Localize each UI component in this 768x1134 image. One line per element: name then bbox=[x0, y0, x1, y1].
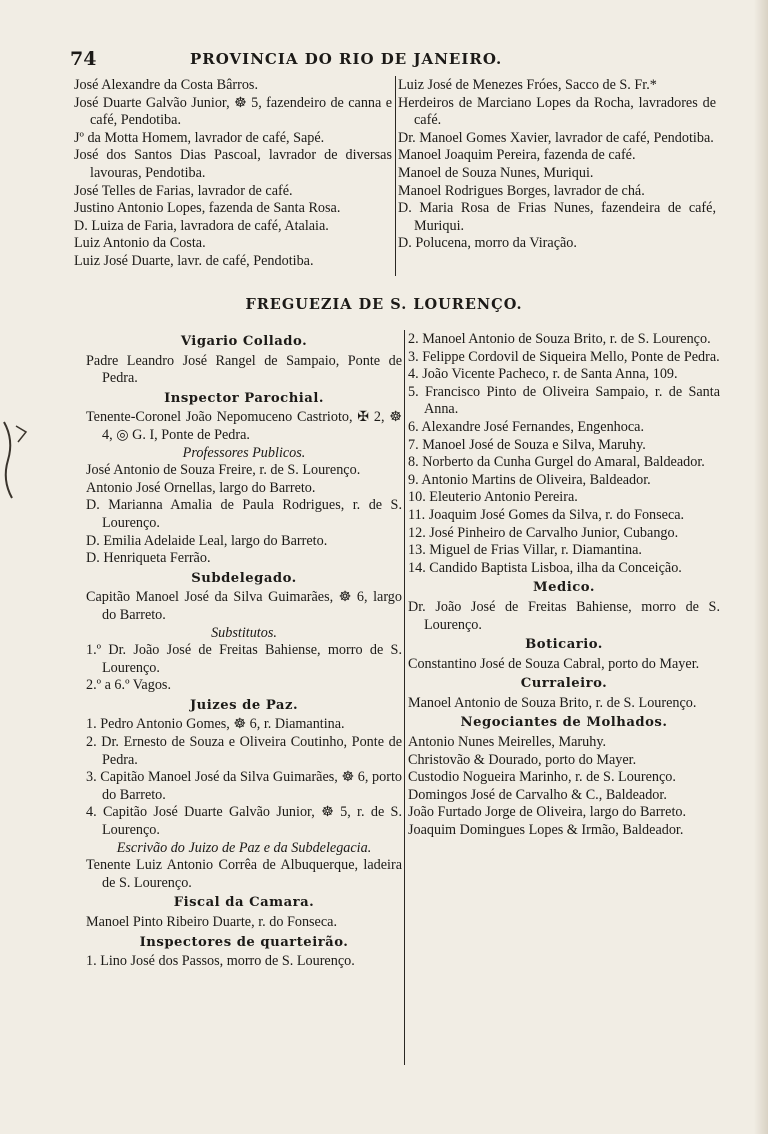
section-heading: Subdelegado. bbox=[191, 570, 297, 586]
list-item: Dr. Manoel Gomes Xavier, lavrador de café, Pendotiba. bbox=[398, 129, 714, 146]
list-item: 14. Candido Baptista Lisboa, ilha da Conceição. bbox=[408, 559, 682, 576]
list-item: Manoel Antonio de Souza Brito, r. de S. Lourenço. bbox=[408, 694, 697, 711]
list-item: Christovão & Dourado, porto do Mayer. bbox=[408, 751, 637, 768]
scan-edge bbox=[754, 0, 768, 1134]
list-item: 8. Norberto da Cunha Gurgel do Amaral, Baldeador. bbox=[408, 454, 705, 471]
list-item: D. Luiza de Faria, lavradora de café, Atalaia. bbox=[74, 217, 329, 234]
parish-left-column bbox=[86, 331, 402, 971]
list-item: 7. Manoel José de Souza e Silva, Maruhy. bbox=[408, 436, 646, 453]
section-heading: Medico. bbox=[533, 580, 595, 596]
list-item: 4. Capitão José Duarte Galvão Junior, ☸ 5, r. de S. Lourenço. bbox=[86, 804, 402, 839]
list-item: 12. José Pinheiro de Carvalho Junior, Cubango. bbox=[408, 524, 679, 541]
subsection-heading: Professores Publicos. bbox=[182, 444, 306, 461]
list-item: D. Henriqueta Ferrão. bbox=[86, 550, 211, 567]
list-item: D. Maria Rosa de Frias Nunes, fazendeira de café, Muriqui. bbox=[398, 200, 716, 234]
list-item: Justino Antonio Lopes, fazenda de Santa Rosa. bbox=[74, 200, 341, 217]
list-item: Capitão Manoel José da Silva Guimarães, ☸ 6, largo do Barreto. bbox=[86, 589, 402, 623]
list-item: Joaquim Domingues Lopes & Irmão, Baldeador. bbox=[408, 822, 684, 839]
list-item: José Telles de Farias, lavrador de café. bbox=[74, 182, 293, 199]
list-item: 5. Francisco Pinto de Oliveira Sampaio, r. de Santa Anna. bbox=[408, 383, 720, 418]
top-left-column bbox=[74, 77, 392, 271]
section-heading: Inspectores de quarteirão. bbox=[139, 934, 349, 950]
list-item: Domingos José de Carvalho & C., Baldeador. bbox=[408, 786, 667, 803]
list-item: Luiz Antonio da Costa. bbox=[74, 235, 206, 252]
top-right-column bbox=[398, 77, 716, 253]
section-heading: Negociantes de Molhados. bbox=[460, 715, 668, 731]
list-item: D. Emilia Adelaide Leal, largo do Barreto. bbox=[86, 532, 328, 549]
column-divider bbox=[395, 76, 396, 276]
list-item: 3. Felippe Cordovil de Siqueira Mello, Ponte de Pedra. bbox=[408, 348, 720, 365]
list-item: Manoel Joaquim Pereira, fazenda de café. bbox=[398, 147, 636, 164]
parish-right-column bbox=[408, 331, 720, 840]
list-item: Manoel de Souza Nunes, Muriqui. bbox=[398, 164, 594, 181]
section-heading: Curraleiro. bbox=[520, 676, 608, 692]
list-item: 1.º Dr. João José de Freitas Bahiense, morro de S. Lourenço. bbox=[86, 642, 402, 676]
list-item: 1. Lino José dos Passos, morro de S. Lourenço. bbox=[86, 953, 355, 970]
list-item: João Furtado Jorge de Oliveira, largo do Barreto. bbox=[408, 804, 687, 821]
list-item: Manoel Rodrigues Borges, lavrador de chá. bbox=[398, 182, 645, 199]
list-item: 6. Alexandre José Fernandes, Engenhoca. bbox=[408, 418, 644, 435]
list-item: 2. Dr. Ernesto de Souza e Oliveira Coutinho, Ponte de Pedra. bbox=[86, 734, 402, 768]
list-item: 2.º a 6.º Vagos. bbox=[86, 677, 171, 694]
list-item: José Duarte Galvão Junior, ☸ 5, fazendeiro de canna e café, Pendotiba. bbox=[74, 94, 392, 129]
subsection-heading: Escrivão do Juizo de Paz e da Subdelegacia. bbox=[116, 839, 372, 856]
list-item: José dos Santos Dias Pascoal, lavrador de diversas lavouras, Pendotiba. bbox=[74, 147, 392, 181]
list-item: 9. Antonio Martins de Oliveira, Baldeador. bbox=[408, 471, 651, 488]
section-heading: Fiscal da Camara. bbox=[173, 895, 315, 911]
list-item: Luiz José de Menezes Fróes, Sacco de S. Fr.* bbox=[398, 77, 657, 93]
list-item: 2. Manoel Antonio de Souza Brito, r. de S. Lourenço. bbox=[408, 331, 711, 347]
list-item: 3. Capitão Manoel José da Silva Guimarães, ☸ 6, porto do Barreto. bbox=[86, 769, 402, 803]
list-item: Manoel Pinto Ribeiro Duarte, r. do Fonseca. bbox=[86, 914, 337, 930]
list-item: José Antonio de Souza Freire, r. de S. Lourenço. bbox=[86, 462, 361, 479]
list-item: D. Polucena, morro da Viração. bbox=[398, 235, 577, 252]
page-number: 74 bbox=[70, 48, 97, 70]
list-item: José Alexandre da Costa Bârros. bbox=[74, 77, 259, 93]
list-item: 1. Pedro Antonio Gomes, ☸ 6, r. Diamantina. bbox=[86, 716, 345, 733]
list-item: Custodio Nogueira Marinho, r. de S. Lourenço. bbox=[408, 769, 676, 786]
list-item: Tenente Luiz Antonio Corrêa de Albuquerque, ladeira de S. Lourenço. bbox=[86, 857, 402, 891]
binding-mark-icon bbox=[0, 420, 30, 500]
section-heading: Vigario Collado. bbox=[180, 334, 308, 349]
list-item: D. Marianna Amalia de Paula Rodrigues, r. de S. Lourenço. bbox=[86, 497, 402, 531]
list-item: 13. Miguel de Frias Villar, r. Diamantina. bbox=[408, 542, 642, 559]
section-heading: Juizes de Paz. bbox=[189, 697, 299, 713]
list-item: Constantino José de Souza Cabral, porto do Mayer. bbox=[408, 655, 700, 672]
running-head: PROVINCIA DO RIO DE JANEIRO. bbox=[190, 50, 503, 68]
section-heading: Boticario. bbox=[525, 637, 603, 653]
list-item: Antonio Nunes Meirelles, Maruhy. bbox=[408, 734, 607, 751]
list-item: Herdeiros de Marciano Lopes da Rocha, lavradores de café. bbox=[398, 94, 716, 129]
list-item: Jº da Motta Homem, lavrador de café, Sapé. bbox=[74, 129, 325, 146]
subsection-heading: Substitutos. bbox=[211, 624, 277, 641]
list-item: Luiz José Duarte, lavr. de café, Pendotiba. bbox=[74, 252, 314, 269]
list-item: Padre Leandro José Rangel de Sampaio, Ponte de Pedra. bbox=[86, 352, 402, 387]
column-divider bbox=[404, 330, 405, 1065]
list-item: Dr. João José de Freitas Bahiense, morro de S. Lourenço. bbox=[408, 598, 720, 633]
list-item: 4. João Vicente Pacheco, r. de Santa Anna, 109. bbox=[408, 366, 678, 383]
section-title: FREGUEZIA DE S. LOURENÇO. bbox=[245, 296, 523, 313]
list-item: 11. Joaquim José Gomes da Silva, r. do Fonseca. bbox=[408, 506, 685, 523]
list-item: Antonio José Ornellas, largo do Barreto. bbox=[86, 479, 316, 496]
section-heading: Inspector Parochial. bbox=[164, 390, 324, 406]
list-item: 10. Eleuterio Antonio Pereira. bbox=[408, 489, 578, 506]
list-item: Tenente-Coronel João Nepomuceno Castrioto, ✠ 2, ☸ 4, ◎ G. I, Ponte de Pedra. bbox=[86, 409, 402, 443]
